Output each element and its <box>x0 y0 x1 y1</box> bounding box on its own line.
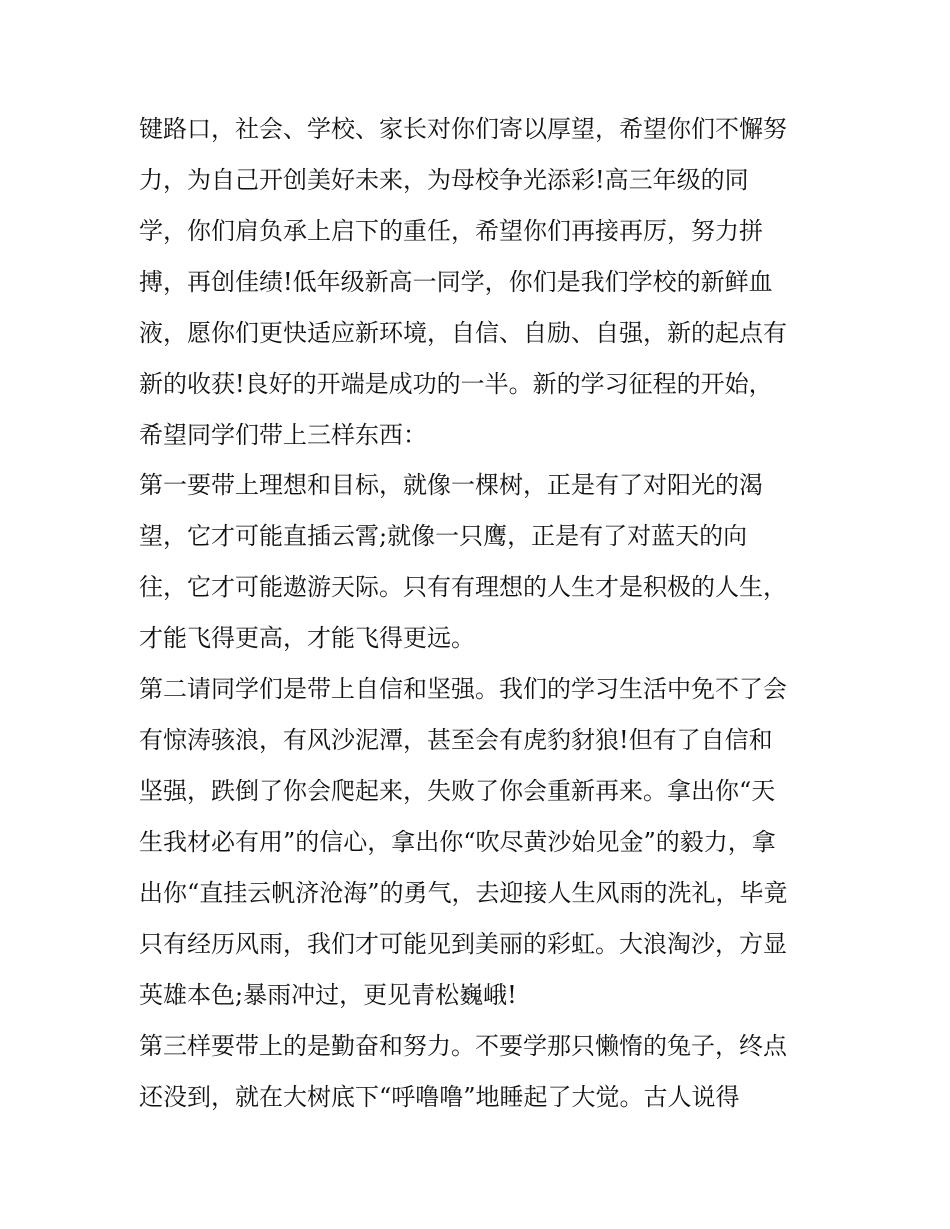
text-line-7: 希望同学们带上三样东西： <box>139 421 427 449</box>
text-line-9: 望，它才可能直插云霄;就像一只鹰，正是有了对蓝天的向 <box>139 522 748 550</box>
text-line-16: 出你“直挂云帆济沧海”的勇气，去迎接人生风雨的洗礼，毕竟 <box>139 879 788 907</box>
text-line-1: 键路口，社会、学校、家长对你们寄以厚望，希望你们不懈努 <box>139 115 787 143</box>
text-line-17: 只有经历风雨，我们才可能见到美丽的彩虹。大浪淘沙，方显 <box>139 930 787 958</box>
text-line-14: 坚强，跌倒了你会爬起来，失败了你会重新再来。拿出你“天 <box>139 777 776 805</box>
text-line-10: 往，它才可能遨游天际。只有有理想的人生才是积极的人生， <box>139 573 787 601</box>
text-line-2: 力，为自己开创美好未来，为母校争光添彩!高三年级的同 <box>139 166 749 194</box>
text-line-3: 学，你们肩负承上启下的重任，希望你们再接再厉，努力拼 <box>139 217 763 245</box>
text-line-20: 还没到，就在大树底下“呼噜噜”地睡起了大觉。古人说得 <box>139 1083 740 1111</box>
text-line-5: 液，愿你们更快适应新环境，自信、自励、自强，新的起点有 <box>139 319 787 347</box>
text-line-11: 才能飞得更高，才能飞得更远。 <box>139 624 475 652</box>
text-line-19: 第三样要带上的是勤奋和努力。不要学那只懒惰的兔子，终点 <box>139 1032 787 1060</box>
text-line-8: 第一要带上理想和目标，就像一棵树，正是有了对阳光的渴 <box>139 471 763 499</box>
text-line-13: 有惊涛骇浪，有风沙泥潭，甚至会有虎豹豺狼!但有了自信和 <box>139 726 773 754</box>
text-line-12: 第二请同学们是带上自信和坚强。我们的学习生活中免不了会 <box>139 675 787 703</box>
text-line-18: 英雄本色;暴雨冲过，更见青松巍峨! <box>139 981 517 1009</box>
text-line-15: 生我材必有用”的信心，拿出你“吹尽黄沙始见金”的毅力，拿 <box>139 828 776 856</box>
text-line-6: 新的收获!良好的开端是成功的一半。新的学习征程的开始， <box>139 370 773 398</box>
text-line-4: 搏，再创佳绩!低年级新高一同学，你们是我们学校的新鲜血 <box>139 268 773 296</box>
